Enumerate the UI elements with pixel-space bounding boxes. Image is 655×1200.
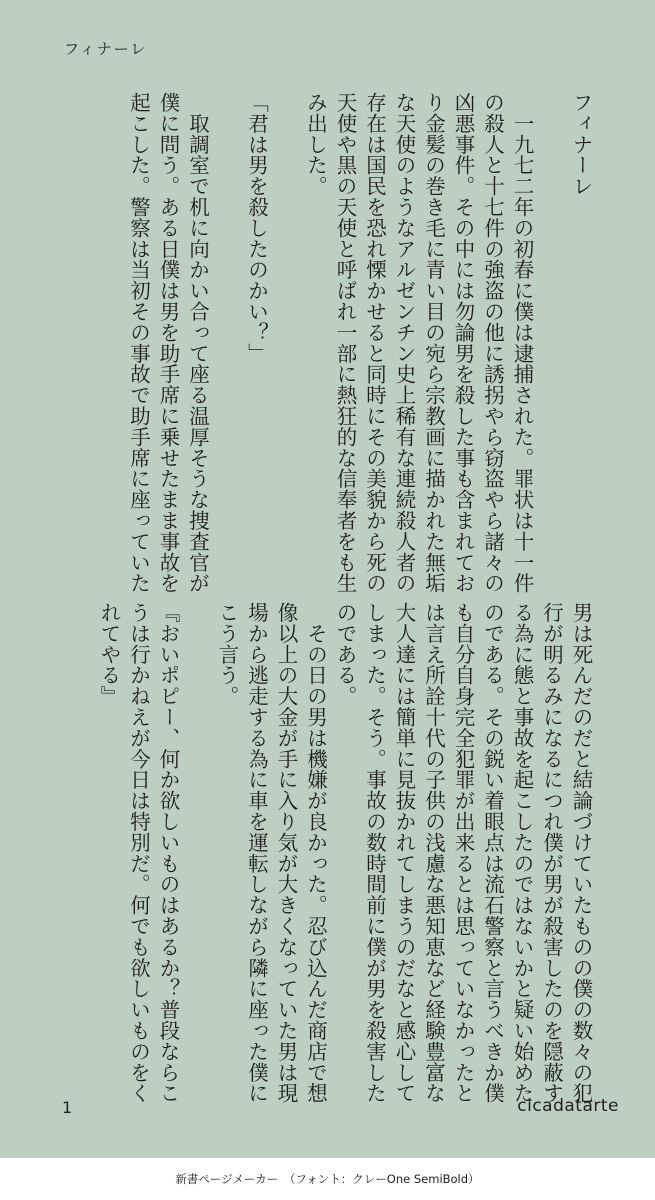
text-column bbox=[212, 92, 242, 572]
text-column: の殺人と十七件の強盗の他に誘拐やら窃盗やら諸々の bbox=[480, 92, 505, 594]
text-column: な天使のようなアルゼンチン史上稀有な連続殺人者の bbox=[392, 92, 416, 594]
text-column: も自分自身完全犯罪が出来るとは思っていなかったと bbox=[451, 602, 475, 1104]
text-column: り金髪の巻き毛に青い目の宛ら宗教画に描かれた無垢 bbox=[421, 92, 446, 594]
bottom-text-block bbox=[94, 602, 596, 1104]
text-column: こう言う。 bbox=[215, 602, 239, 707]
text-column: 凶悪事件。その中には勿論男を殺した事も含まれてお bbox=[451, 92, 475, 594]
text-column: 存在は国民を恐れ慄かせると同時にその美貌から死の bbox=[362, 92, 387, 594]
text-column: フィナーレ bbox=[569, 92, 593, 197]
text-column bbox=[536, 92, 566, 572]
text-column: その日の男は機嫌が良かった。忍び込んだ商店で想 bbox=[303, 602, 328, 1104]
text-column: み出した。 bbox=[303, 92, 328, 197]
text-column: 『おいポピー、何か欲しいものはあるか？普段ならこ bbox=[156, 602, 180, 1104]
text-column: 一九七二年の初春に僕は逮捕された。罪状は十一件 bbox=[510, 92, 534, 594]
text-column: 場から逃走する為に車を運転しながら隣に座った僕に bbox=[244, 602, 269, 1104]
text-column: 大人達には簡単に見抜かれてしまうのだなと感心して bbox=[392, 602, 416, 1104]
text-column: る為に態と事故を起こしたのではないかと疑い始めた bbox=[510, 602, 534, 1104]
text-column bbox=[271, 92, 301, 572]
text-column: 像以上の大金が手に入り気が大きくなっていた男は現 bbox=[274, 602, 298, 1104]
generator-credit: 新書ページメーカー （フォント：クレーOne SemiBold） bbox=[0, 1158, 655, 1200]
text-column: 男は死んだのだと結論づけていたものの僕の数々の犯 bbox=[569, 602, 593, 1104]
author-name: cicadatarte bbox=[517, 1096, 619, 1116]
running-title: フィナーレ bbox=[64, 40, 148, 58]
page-number: 1 bbox=[62, 1098, 73, 1117]
text-column: 「君は男を殺したのかい？」 bbox=[244, 92, 269, 364]
text-column: 取調室で机に向かい合って座る温厚そうな捜査官が bbox=[185, 92, 210, 594]
text-column: れてやる』 bbox=[97, 602, 121, 707]
text-column: 僕に問う。ある日僕は男を助手席に乗せたまま事故を bbox=[156, 92, 180, 594]
text-column: しまった。そう。事故の数時間前に僕が男を殺害した bbox=[362, 602, 387, 1104]
text-column: は言え所詮十代の子供の浅慮な悪知恵など経験豊富な bbox=[421, 602, 446, 1104]
text-column: のである。その鋭い着眼点は流石警察と言うべきか僕 bbox=[480, 602, 505, 1104]
text-column: うは行かねえが今日は特別だ。何でも欲しいものをく bbox=[126, 602, 151, 1104]
text-column: 行が明るみになるにつれ僕が男が殺害したのを隠蔽す bbox=[539, 602, 564, 1104]
text-column: 天使や黒の天使と呼ばれ一部に熱狂的な信奉者をも生 bbox=[333, 92, 357, 594]
text-column bbox=[182, 602, 212, 1082]
text-column: 起こした。警察は当初その事故で助手席に座っていた bbox=[126, 92, 151, 594]
text-column: のである。 bbox=[333, 602, 357, 707]
top-text-block bbox=[123, 92, 595, 594]
